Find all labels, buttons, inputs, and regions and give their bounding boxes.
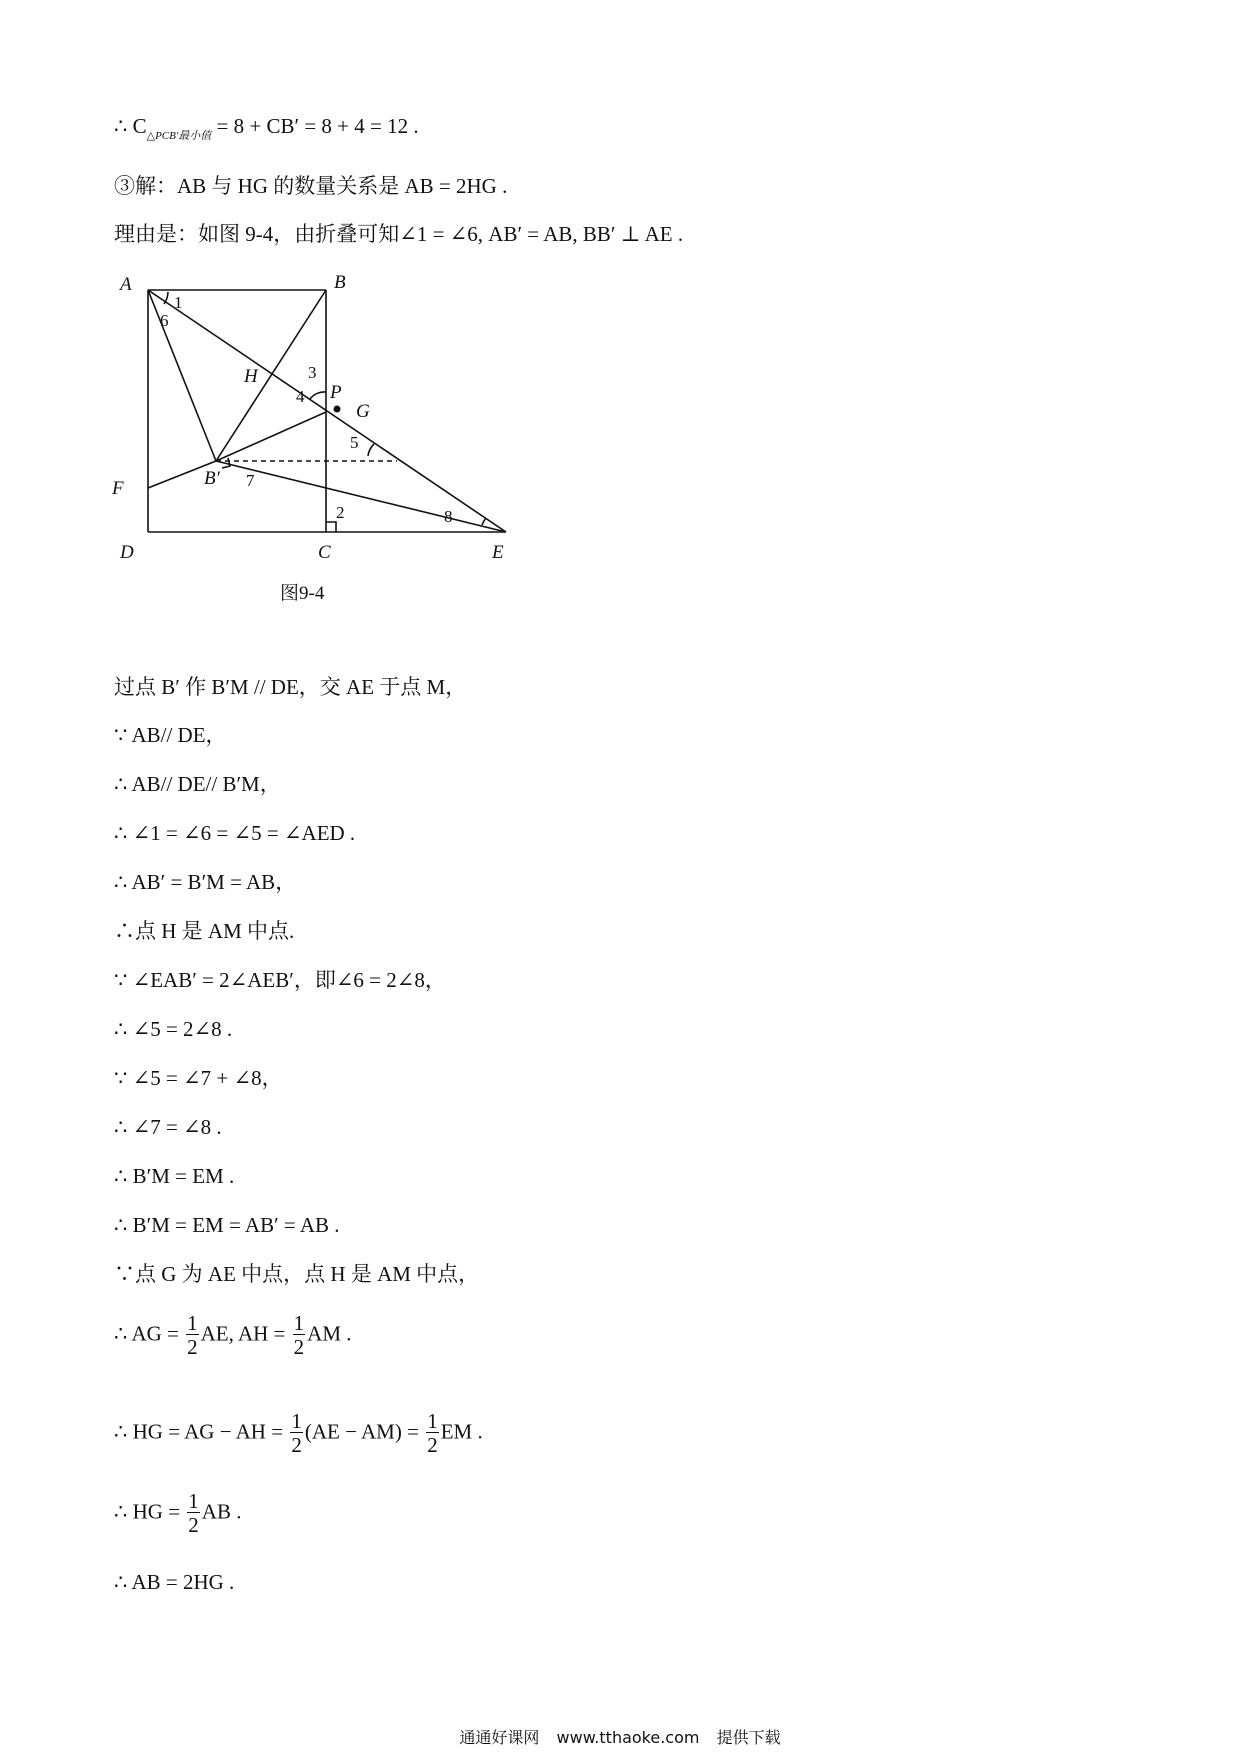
page-footer — [0, 1725, 1240, 1748]
hg-part3: EM . — [440, 1419, 483, 1444]
label-f: F — [112, 478, 124, 499]
ag-ah-part1: ∴ AG = — [114, 1321, 179, 1346]
line1-subscript: △PCB′最小值 — [146, 130, 212, 142]
line-bm-em: ∴ B′M = EM . — [114, 1164, 235, 1188]
line-segment-equal: ∴ AB′ = B′M = AB， — [114, 870, 297, 894]
line-hg-half-ab — [114, 1490, 241, 1537]
label-c: C — [318, 542, 331, 563]
angle-label-7: 7 — [246, 471, 255, 490]
line-bm-chain: ∴ B′M = EM = AB′ = AB . — [114, 1213, 340, 1237]
label-a: A — [120, 274, 132, 295]
arc-angle-5 — [368, 444, 374, 456]
ag-ah-part3: AM . — [307, 1321, 352, 1346]
angle-label-4: 4 — [296, 387, 305, 406]
segment-ae — [148, 290, 506, 532]
line-ab-parallel-de: ∵ AB// DE， — [114, 723, 227, 747]
label-b-prime: B′ — [204, 468, 220, 489]
fraction-half-4: $\frac{1}{2}$ — [427, 1409, 438, 1457]
footer-site-name: 通通好课网 — [459, 1728, 540, 1747]
right-angle-c — [326, 522, 336, 532]
angle-label-3: 3 — [308, 363, 317, 382]
fraction-half-1: $\frac{1}{2}$ — [187, 1311, 198, 1359]
hg-ab-part1: ∴ HG = — [114, 1499, 181, 1524]
angle-label-6: 6 — [160, 311, 169, 330]
arc-angle-8 — [482, 518, 486, 525]
line-triple-parallel: ∴ AB// DE// B′M， — [114, 772, 281, 796]
ag-ah-part2: AE, AH = — [200, 1321, 286, 1346]
line1-prefix: ∴ C — [114, 114, 147, 138]
line1-suffix: = 8 + CB′ = 8 + 4 = 12 . — [216, 114, 419, 138]
label-d: D — [120, 542, 134, 563]
line-midpoints: ∵点 G 为 AE 中点，点 H 是 AM 中点， — [114, 1262, 480, 1286]
fraction-half-2: $\frac{1}{2}$ — [293, 1311, 305, 1359]
angle-label-1: 1 — [174, 293, 183, 312]
segment-b-prime-e — [216, 461, 506, 532]
angle-label-2: 2 — [336, 503, 345, 522]
line-reason: 理由是：如图 9-4，由折叠可知∠1 = ∠6, AB′ = AB, BB′ ⊥ AE . — [114, 222, 684, 246]
hg-ab-part2: AB . — [201, 1499, 242, 1524]
point-g-dot — [334, 406, 341, 413]
line-angle-double: ∵ ∠EAB′ = 2∠AEB′，即∠6 = 2∠8， — [114, 968, 446, 992]
line-angle5-double: ∴ ∠5 = 2∠8 . — [114, 1017, 233, 1041]
angle-label-8: 8 — [444, 507, 453, 526]
line-angle7-8: ∴ ∠7 = ∠8 . — [114, 1115, 222, 1139]
hg-part1: ∴ HG = AG − AH = — [114, 1419, 284, 1444]
line-construct: 过点 B′ 作 B′M // DE，交 AE 于点 M， — [114, 675, 467, 699]
line-hg-derivation — [114, 1410, 483, 1457]
line-h-midpoint: ∴点 H 是 AM 中点. — [114, 919, 295, 943]
label-e: E — [492, 542, 504, 563]
line-final-conclusion: ∴ AB = 2HG . — [114, 1570, 235, 1594]
label-b: B — [334, 272, 346, 293]
line-relation-claim: ③解：AB 与 HG 的数量关系是 AB = 2HG . — [114, 174, 508, 198]
arc-angle-4 — [310, 392, 326, 399]
figure-9-4-svg — [112, 268, 532, 578]
line-angle5-sum: ∵ ∠5 = ∠7 + ∠8， — [114, 1066, 283, 1090]
segment-ab-prime — [148, 290, 216, 461]
footer-download: 提供下载 — [716, 1728, 781, 1747]
label-h: H — [244, 366, 258, 387]
line-angle-equal: ∴ ∠1 = ∠6 = ∠5 = ∠AED . — [114, 821, 356, 845]
hg-part2: (AE − AM) = — [304, 1419, 419, 1444]
fraction-half-5: $\frac{1}{2}$ — [188, 1489, 199, 1537]
figure-caption: 图9-4 — [280, 583, 325, 604]
footer-url[interactable]: www.tthaoke.com — [556, 1728, 700, 1747]
line-perimeter-min — [114, 112, 419, 150]
label-g: G — [356, 401, 370, 422]
line-ag-ah — [114, 1312, 352, 1359]
angle-label-5: 5 — [350, 433, 359, 452]
geometry-figure — [112, 268, 532, 583]
fraction-half-3: $\frac{1}{2}$ — [291, 1409, 302, 1457]
label-p: P — [330, 382, 342, 403]
